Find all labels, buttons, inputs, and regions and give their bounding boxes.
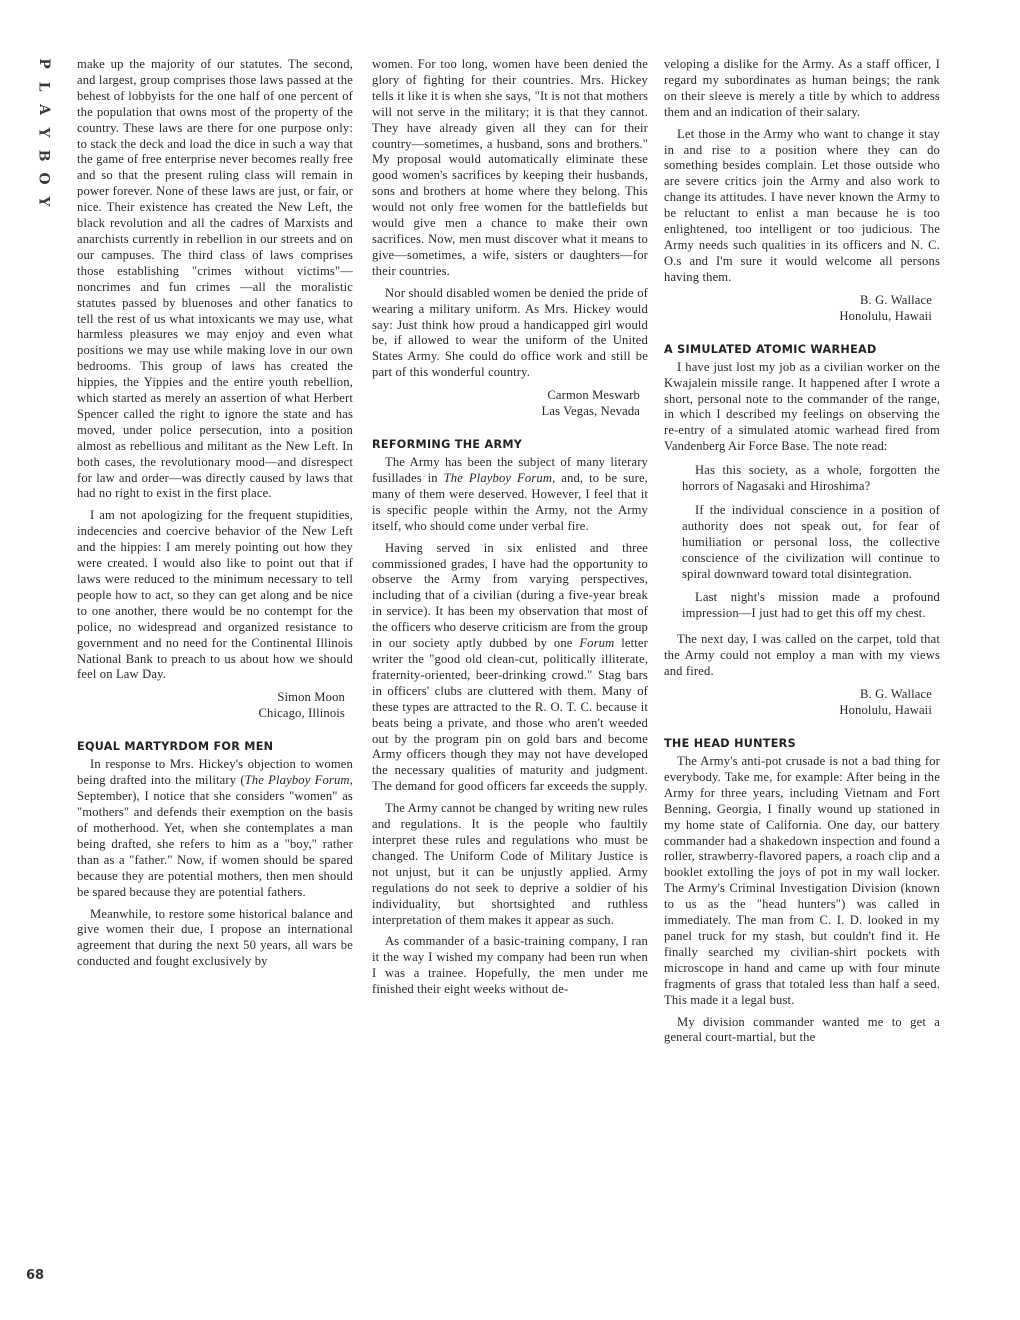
column-1 xyxy=(77,57,353,976)
publication-title: Forum xyxy=(579,636,615,651)
paragraph: My division commander wanted me to get a general court-martial, but the xyxy=(664,1014,940,1045)
section-heading: REFORMING THE ARMY xyxy=(372,438,523,452)
paragraph: The Army's anti-pot crusade is not a bad thing for everybody. Take me, for example: After being in the Army for three years, including Vietnam and Fort Benning, Georgia, I finally wound up stationed in my home state of California. One day, our battery commander had a shakedown inspection and found a roller, strawberry-flavored papers, a roach clip and a booklet extolling the joys of pot in my wall locker. The Army's Criminal Investigation Division (known to us as the "head hunters") was called in immediately. The man from C. I. D. looked in my panel truck for my stash, but couldn't find it. He finally searched my civilian-shirt pockets with microscope in hand and came up with four minute fragments of grass that totaled less than half a seed. This made it a legal bust. xyxy=(664,754,940,1007)
paragraph: The next day, I was called on the carpet, told that the Army could not employ a man with my views and fired. xyxy=(664,632,940,679)
page-number: 68 xyxy=(26,1268,45,1283)
paragraph: women. For too long, women have been denied the glory of fighting for their countries. Mrs. Hickey tells it like it is when she says, "It is not that mothers will not serve in the military; it is that they cannot. They have already given all they can for their country—sometimes, a husband, sons and brothers." My proposal would automatically eliminate these good women's sacrifices by keeping their husbands, sons and brothers at home where they belong. This would not only free women for the battlefields but would give men a chance to make their own sacrifices. Now, men must discover what it means to give—sometimes, a wife, sisters or daughters—for their countries. xyxy=(372,57,648,278)
publication-title: The Playboy Forum xyxy=(244,773,350,788)
paragraph: Nor should disabled women be denied the pride of wearing a military uniform. As Mrs. Hickey would say: Just think how proud a handicapped girl would be, if allowed to wear the uniform of the United States Army. She could do office work and still be part of this wonderful country. xyxy=(372,285,648,380)
signature-place: Las Vegas, Nevada xyxy=(541,404,640,419)
running-head-letter: A xyxy=(35,104,52,115)
running-head-letter: O xyxy=(35,172,52,185)
column-3 xyxy=(664,57,940,1052)
paragraph: I have just lost my job as a civilian worker on the Kwajalein missile range. It happened after I wrote a short, personal note to the commander of the range, in which I described my feelings on observing the re-entry of a simulated atomic warhead fired from Vandenberg Air Force Base. The note read: xyxy=(664,359,940,454)
quoted-paragraph: Last night's mission made a profound impression—I just had to get this off my chest. xyxy=(682,590,940,621)
column-2 xyxy=(372,57,648,1004)
signature-place: Chicago, Illinois xyxy=(258,706,345,721)
paragraph: Meanwhile, to restore some historical balance and give women their due, I propose an international agreement that during the next 50 years, all wars be conducted and fought exclusively by xyxy=(77,906,353,969)
signature-place: Honolulu, Hawaii xyxy=(839,703,932,717)
section-heading: EQUAL MARTYRDOM FOR MEN xyxy=(77,740,274,754)
publication-title: The Playboy Forum xyxy=(443,471,553,486)
signature-name: B. G. Wallace xyxy=(859,292,932,307)
running-head-letter: L xyxy=(35,81,52,92)
quoted-paragraph: Has this society, as a whole, forgotten the horrors of Nagasaki and Hiroshima? xyxy=(682,463,940,494)
section-heading: A SIMULATED ATOMIC WARHEAD xyxy=(664,342,877,356)
quoted-paragraph: If the individual conscience in a position of authority does not speak out, for fear of humiliation or personal loss, the collective conscience of the civilization will continue to spiral downward toward total disintegration. xyxy=(682,502,940,581)
signature-place: Honolulu, Hawaii xyxy=(839,308,932,323)
paragraph: The Army has been the subject of many literary fusillades in The Playboy Forum, and, to be sure, many of them were deserved. However, I feel that it is specific people within the Army, not the Army itself, who should come under verbal fire. xyxy=(372,455,648,533)
paragraph: Having served in six enlisted and three commissioned grades, I have had the opportunity to observe the Army from varying perspectives, including that of a civilian (during a five-year break in service). It has been my observation that most of the officers who deserve criticism are from the group in our society aptly dubbed by one Forum letter writer the "good old clean-cut, politically illiterate, fraternity-oriented, beer-drinking crowd." Stag bars in officers' clubs are cluttered with them. Many of these types are attracted to the R. O. T. C. because it beats being a private, and those who aren't weeded out by the program pin on gold bars and become Army officers though they may not have developed the necessary qualities of maturity and judgment. The demand for good officers far exceeds the supply. xyxy=(372,540,648,794)
paragraph: I am not apologizing for the frequent stupidities, indecencies and coercive behavior of the New Left and the hippies: I am merely pointing out how they were created. I would also like to point out that if laws were reduced to the minimum necessary to tell people how to act, so they can get along and be nice to one another, there would be no contempt for the police, no widespread and organized resistance to government and no need for the Continental Illinois National Bank to preach to us about how we should feel on Law Day. xyxy=(77,508,353,682)
running-head-letter: Y xyxy=(35,196,52,207)
paragraph: veloping a dislike for the Army. As a staff officer, I regard my subordinates as human beings; the rank on their sleeve is merely a title by which to address them and an indication of their salary. xyxy=(664,57,940,119)
paragraph: make up the majority of our statutes. The second, and largest, group comprises those laws passed at the behest of lobbyists for the one half of one percent of the population that owns most of the property of the country. These laws are there for one purpose only: to stack the deck and load the dice in such a way that the game of free enterprise never becomes really free and so that the present ruling class will remain in power forever. None of these laws are just, or fair, or nice. Their existence has created the New Left, the black revolution and all the cadres of Marxists and anarchists currently in rebellion in our streets and on our campuses. The third class of laws comprises those establishing "crimes without victims"—noncrimes and fun crimes —all the moralistic statutes passed by bluenoses and other fanatics to tell the rest of us what intoxicants we may use, what harmless pleasures we may enjoy and even what positions we may use while making love in our own bedrooms. This group of laws has created the hippies, the Yippies and the entire youth rebellion, which started as merely an assertion of what Herbert Spencer called the right to ignore the state and has moved, under police persecution, into a position almost as rebellious and militant as the New Left. In both cases, the revolutionary mood—and disrespect for law and order—was directly caused by laws that had no right to exist in the first place. xyxy=(77,57,353,501)
signature-name: Carmon Meswarb xyxy=(547,388,640,403)
paragraph: In response to Mrs. Hickey's objection to women being drafted into the military (The Playboy Forum, September), I notice that she considers "women" as "mothers" and defends their exemption on the basis of motherhood. Yet, when she contemplates a man being drafted, she refers to him as a "boy," rather than as a "father." Now, if women should be spared because they are potential mothers, then men should be spared because they are potential fathers. xyxy=(77,757,353,899)
paragraph: Let those in the Army who want to change it stay in and rise to a position where they can do something besides complain. Let those outside who are severe critics join the Army and also work to change its attitudes. I have never known the Army to be reluctant to enlist a man because he is too enlightened, too intelligent or too judicious. The Army needs such qualities in its officers and N. C. O.s and I'm sure it would welcome all persons having them. xyxy=(664,126,940,284)
section-heading: THE HEAD HUNTERS xyxy=(664,737,796,750)
signature-name: B. G. Wallace xyxy=(859,687,932,701)
paragraph: As commander of a basic-training company, I ran it the way I wished my company had been run when I was a trainee. Hopefully, the men under me finished their eight weeks without de- xyxy=(372,934,648,997)
signature-name: Simon Moon xyxy=(277,690,345,705)
running-head-letter: P xyxy=(35,58,52,69)
running-head-letter: B xyxy=(35,149,52,162)
paragraph: The Army cannot be changed by writing new rules and regulations. It is the people who faultily interpret these rules and regulations who must be changed. The Uniform Code of Military Justice is not unjust, but it can be unjustly applied. Army regulations do not seek to deprive a soldier of his individuality, but shortsighted and ruthless interpretation of them makes it appear as such. xyxy=(372,801,648,927)
running-head xyxy=(28,52,58,213)
running-head-letter: Y xyxy=(35,127,52,138)
